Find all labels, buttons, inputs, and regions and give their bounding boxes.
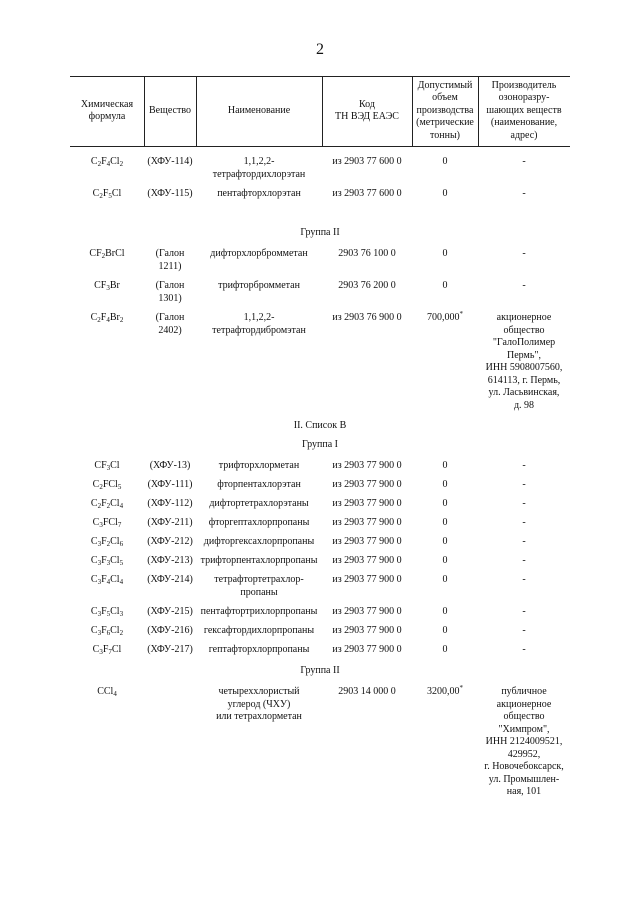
cell-substance: (Галон 1211) [155, 248, 185, 272]
cell-allowed-volume [412, 555, 478, 568]
header-substance: Вещество [149, 104, 191, 116]
cell-substance: (ХФУ-215) [147, 606, 193, 617]
cell-allowed-volume [412, 479, 478, 492]
cell-tnved-code: из 2903 77 900 0 [332, 460, 402, 471]
cell-producer: - [522, 280, 526, 291]
group-heading: Группа II [300, 665, 340, 676]
volume-value: 700,000 [427, 312, 460, 323]
cell-tnved-code: из 2903 77 900 0 [332, 606, 402, 617]
volume-value: 0 [442, 606, 448, 617]
cell-producer: - [522, 574, 526, 585]
cell-allowed-volume [412, 498, 478, 511]
cell-tnved-code: из 2903 77 900 0 [332, 555, 402, 566]
cell-substance: (ХФУ-211) [147, 517, 193, 528]
cell-substance: (ХФУ-112) [147, 498, 193, 509]
cell-allowed-volume [412, 312, 478, 325]
volume-value: 0 [442, 644, 448, 655]
cell-name: четыреххлористый углерод (ЧХУ) или тетрахлорметан [216, 686, 302, 722]
volume-value: 0 [442, 574, 448, 585]
cell-tnved-code: 2903 76 100 0 [338, 248, 396, 259]
cell-producer: - [522, 644, 526, 655]
page-number: 2 [316, 41, 324, 58]
cell-substance: (ХФУ-212) [147, 536, 193, 547]
cell-chemical-formula: $C_3F_7Cl$ [92, 644, 122, 656]
volume-value: 0 [442, 156, 448, 167]
cell-tnved-code: 2903 76 200 0 [338, 280, 396, 291]
group-heading: Группа I [302, 439, 338, 450]
cell-substance: (ХФУ-115) [147, 188, 193, 199]
footnote-marker: * [459, 684, 463, 692]
cell-producer: акционерное общество "ГалоПолимер Пермь", ИНН 5908007560, 614113, г. Пермь, ул. Ласьвинская, д. 98 [485, 312, 563, 411]
footnote-marker: * [459, 310, 463, 318]
volume-value: 0 [442, 460, 448, 471]
cell-chemical-formula: $C_2FCl_5$ [92, 479, 122, 491]
cell-name: трифторхлорметан [218, 460, 300, 471]
cell-tnved-code: из 2903 77 900 0 [332, 644, 402, 655]
cell-chemical-formula: $CF_3Cl$ [94, 460, 120, 472]
cell-name: дифтортетрахлорэтаны [209, 498, 309, 509]
cell-chemical-formula: $C_3F_3Cl_5$ [90, 555, 124, 567]
cell-substance: (ХФУ-13) [149, 460, 191, 471]
cell-producer: - [522, 156, 526, 167]
cell-name: гептафторхлорпропаны [208, 644, 310, 655]
cell-chemical-formula: $CF_3Br$ [94, 280, 120, 292]
cell-chemical-formula: $C_3F_6Cl_2$ [90, 625, 124, 637]
cell-name: 1,1,2,2- тетрафтордибромэтан [212, 312, 306, 336]
cell-tnved-code: из 2903 77 900 0 [332, 479, 402, 490]
volume-value: 0 [442, 280, 448, 291]
cell-substance: (Галон 2402) [155, 312, 185, 336]
cell-allowed-volume [412, 460, 478, 473]
group-heading: Группа II [300, 227, 340, 238]
cell-producer: - [522, 479, 526, 490]
volume-value: 0 [442, 498, 448, 509]
cell-tnved-code: из 2903 77 900 0 [332, 625, 402, 636]
cell-tnved-code: из 2903 77 600 0 [332, 156, 402, 167]
cell-substance: (Галон 1301) [155, 280, 185, 304]
cell-chemical-formula: $C_2F_4Cl_2$ [90, 156, 124, 168]
cell-allowed-volume [412, 574, 478, 587]
cell-allowed-volume [412, 188, 478, 201]
cell-producer: - [522, 625, 526, 636]
cell-chemical-formula: $C_2F_5Cl$ [92, 188, 122, 200]
cell-name: дифторгексахлорпропаны [203, 536, 315, 547]
cell-tnved-code: из 2903 77 900 0 [332, 498, 402, 509]
cell-allowed-volume [412, 536, 478, 549]
cell-name: фторгептахлорпропаны [208, 517, 310, 528]
cell-tnved-code: из 2903 77 900 0 [332, 517, 402, 528]
cell-substance: (ХФУ-216) [147, 625, 193, 636]
volume-value: 0 [442, 188, 448, 199]
cell-allowed-volume [412, 156, 478, 169]
cell-substance: (ХФУ-114) [147, 156, 193, 167]
cell-producer: - [522, 536, 526, 547]
cell-chemical-formula: CCl$_4$ [97, 686, 117, 698]
volume-value: 0 [442, 625, 448, 636]
cell-allowed-volume [412, 686, 478, 699]
section-heading: II. Список В [293, 420, 347, 431]
cell-chemical-formula: $C_3F_2Cl_6$ [90, 536, 124, 548]
cell-chemical-formula: $C_3FCl_7$ [92, 517, 122, 529]
cell-substance: (ХФУ-213) [147, 555, 193, 566]
cell-substance: (ХФУ-217) [147, 644, 193, 655]
cell-tnved-code: из 2903 76 900 0 [332, 312, 402, 323]
volume-value: 3200,00 [427, 686, 460, 697]
header-producer: Производитель озоноразру- шающих веществ (наименование, адрес) [486, 79, 562, 141]
cell-tnved-code: из 2903 77 900 0 [332, 536, 402, 547]
cell-allowed-volume [412, 625, 478, 638]
cell-allowed-volume [412, 644, 478, 657]
cell-name: трифторпентахлорпропаны [200, 555, 318, 566]
cell-allowed-volume [412, 280, 478, 293]
volume-value: 0 [442, 248, 448, 259]
cell-name: пентафторхлорэтан [217, 188, 301, 199]
cell-producer: - [522, 498, 526, 509]
cell-producer: - [522, 606, 526, 617]
header-name: Наименование [227, 104, 291, 116]
cell-chemical-formula: $C_3F_5Cl_3$ [90, 606, 124, 618]
cell-producer: - [522, 188, 526, 199]
cell-name: пентафтортрихлорпропаны [200, 606, 318, 617]
cell-producer: - [522, 517, 526, 528]
cell-name: дифторхлорбромметан [210, 248, 308, 259]
cell-tnved-code: 2903 14 000 0 [338, 686, 396, 697]
header-chemical-formula: Химическая формула [80, 98, 134, 122]
cell-tnved-code: из 2903 77 900 0 [332, 574, 402, 585]
volume-value: 0 [442, 555, 448, 566]
cell-substance: (ХФУ-111) [147, 479, 193, 490]
cell-producer: - [522, 248, 526, 259]
cell-name: 1,1,2,2- тетрафтордихлорэтан [212, 156, 306, 180]
cell-allowed-volume [412, 248, 478, 261]
cell-chemical-formula: $C_3F_4Cl_4$ [90, 574, 124, 586]
header-bottom-rule [70, 146, 570, 147]
header-tnved-code: Код ТН ВЭД ЕАЭС [335, 98, 399, 122]
cell-name: гексафтордихлорпропаны [203, 625, 315, 636]
cell-producer: - [522, 555, 526, 566]
cell-allowed-volume [412, 517, 478, 530]
cell-allowed-volume [412, 606, 478, 619]
cell-name: тетрафтортетрахлор- пропаны [214, 574, 304, 598]
cell-chemical-formula: $CF_2BrCl$ [89, 248, 125, 260]
volume-value: 0 [442, 517, 448, 528]
cell-name: фторпентахлорэтан [217, 479, 301, 490]
cell-tnved-code: из 2903 77 600 0 [332, 188, 402, 199]
cell-chemical-formula: $C_2F_4Br_2$ [90, 312, 124, 324]
volume-value: 0 [442, 536, 448, 547]
cell-name: трифторбромметан [218, 280, 300, 291]
cell-producer: - [522, 460, 526, 471]
header-allowed-volume: Допустимый объем производства (метрические тонны) [416, 79, 474, 141]
cell-producer: публичное акционерное общество "Химпром", ИНН 2124009521, 429952, г. Новочебоксарск, ул. Промышлен- ная, 101 [484, 686, 564, 797]
cell-chemical-formula: $C_2F_2Cl_4$ [90, 498, 124, 510]
volume-value: 0 [442, 479, 448, 490]
cell-substance: (ХФУ-214) [147, 574, 193, 585]
